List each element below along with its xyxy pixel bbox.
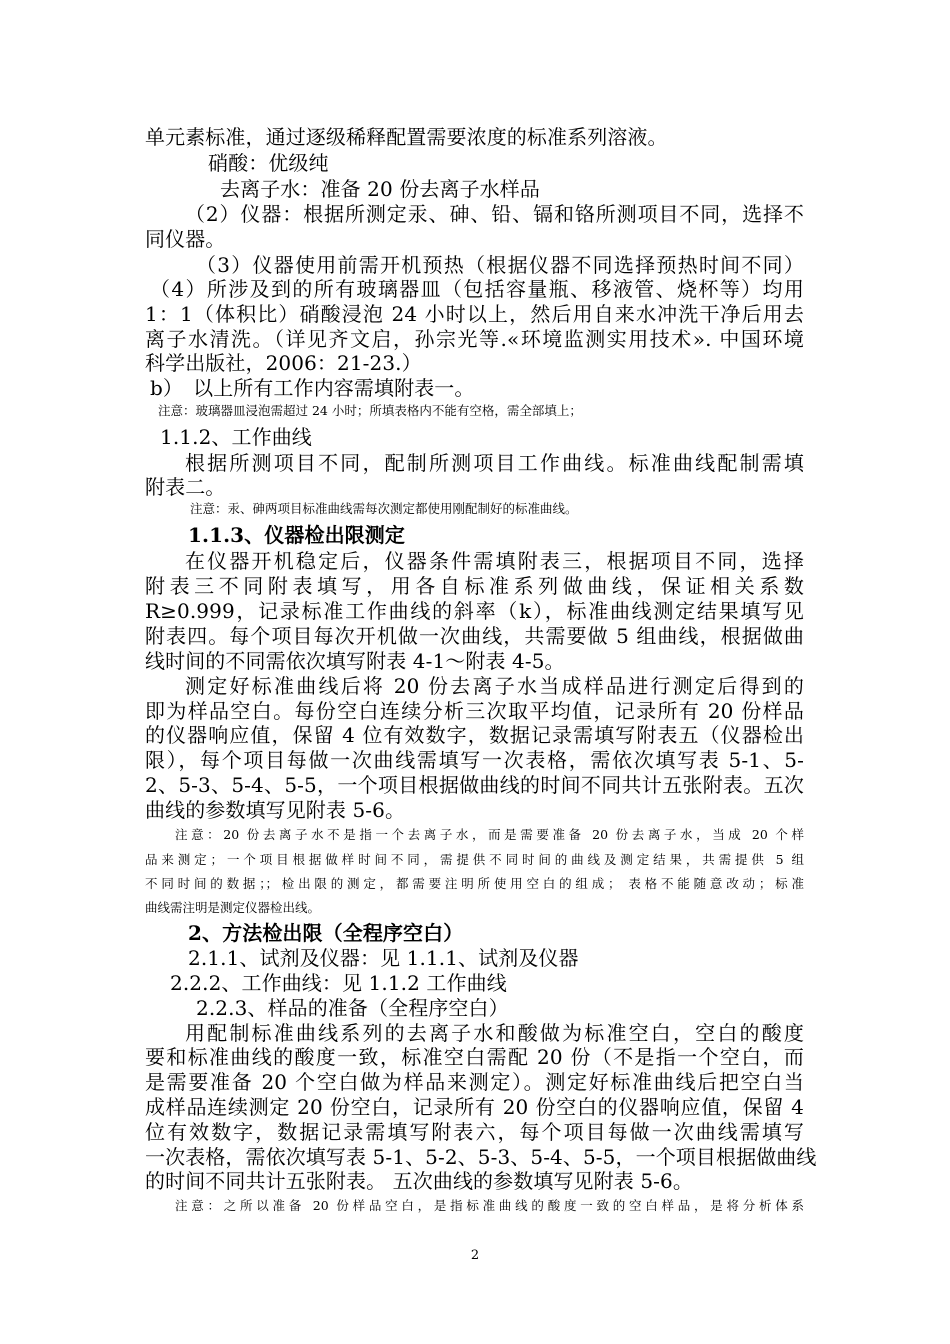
text-line: 即为样品空白。每份空白连续分析三次取平均值，记录所有 20 份样品 bbox=[145, 699, 804, 723]
text-line: 2.2.3、样品的准备（全程序空白） bbox=[196, 996, 509, 1020]
text-line: 位有效数字，数据记录需填写附表六，每个项目每做一次曲线需填写 bbox=[145, 1120, 804, 1144]
text-line: （3）仪器使用前需开机预热（根据仪器不同选择预热时间不同） bbox=[196, 253, 804, 277]
note-text: 注意：玻璃器皿浸泡需超过 24 小时；所填表格内不能有空格，需全部填上； bbox=[158, 403, 582, 418]
note-text: 不同时间的数据；；检出限的测定，都需要注明所使用空白的组成； 表格不能随意改动；标准 bbox=[145, 876, 804, 891]
text-line: （4）所涉及到的所有玻璃器皿（包括容量瓶、移液管、烧杯等）均用 bbox=[150, 277, 804, 301]
text-line: b） 以上所有工作内容需填附表一。 bbox=[150, 376, 475, 400]
text-line: 用配制标准曲线系列的去离子水和酸做为标准空白，空白的酸度 bbox=[185, 1021, 804, 1045]
text-line: R≥0.999，记录标准工作曲线的斜率（k），标准曲线测定结果填写见 bbox=[145, 599, 804, 623]
note-text: 注意：汞、砷两项目标准曲线需每次测定都使用刚配制好的标准曲线。 bbox=[190, 501, 578, 516]
text-line: 硝酸：优级纯 bbox=[208, 151, 329, 175]
text-line: （2）仪器：根据所测定汞、砷、铅、镉和铬所测项目不同，选择不 bbox=[185, 202, 804, 226]
text-line: 的仪器响应值，保留 4 位有效数字，数据记录需填写附表五（仪器检出 bbox=[145, 723, 804, 747]
text-line: 线时间的不同需依次填写附表 4-1～附表 4-5。 bbox=[145, 649, 565, 673]
text-line: 的时间不同共计五张附表。 五次曲线的参数填写见附表 5-6。 bbox=[145, 1169, 693, 1193]
text-line: 一次表格，需依次填写表 5-1、5-2、5-3、5-4、5-5，一个项目根据做曲线 bbox=[145, 1145, 817, 1169]
text-line: 是需要准备 20 个空白做为样品来测定）。测定好标准曲线后把空白当 bbox=[145, 1070, 804, 1094]
text-line: 附表三不同附表填写，用各自标准系列做曲线，保证相关系数 bbox=[145, 574, 804, 598]
text-line: 要和标准曲线的酸度一致，标准空白需配 20 份（不是指一个空白，而 bbox=[145, 1045, 804, 1069]
text-line: 科学出版社，2006：21-23.） bbox=[145, 351, 422, 375]
text-line: 去离子水：准备 20 份去离子水样品 bbox=[220, 177, 540, 201]
text-line: 离子水清洗。（详见齐文启，孙宗光等.«环境监测实用技术». 中国环境 bbox=[145, 327, 804, 351]
note-text: 注意：20 份去离子水不是指一个去离子水，而是需要准备 20 份去离子水，当成 20 个样 bbox=[175, 827, 804, 842]
section-heading: 1.1.3、仪器检出限测定 bbox=[188, 523, 405, 547]
text-line: 附表二。 bbox=[145, 475, 226, 499]
text-line: 单元素标准，通过逐级稀释配置需要浓度的标准系列溶液。 bbox=[145, 125, 668, 149]
section-heading: 1.1.2、工作曲线 bbox=[160, 425, 312, 449]
note-text: 曲线需注明是测定仪器检出线。 bbox=[145, 900, 321, 915]
text-line: 根据所测项目不同，配制所测项目工作曲线。标准曲线配制需填 bbox=[185, 451, 804, 475]
text-line: 成样品连续测定 20 份空白，记录所有 20 份空白的仪器响应值，保留 4 bbox=[145, 1095, 804, 1119]
text-line: 2.2.2、工作曲线：见 1.1.2 工作曲线 bbox=[170, 971, 507, 995]
note-text: 品来测定；一个项目根据做样时间不同，需提供不同时间的曲线及测定结果，共需提供 5 组 bbox=[145, 852, 804, 867]
text-line: 2、5-3、5-4、5-5，一个项目根据做曲线的时间不同共计五张附表。五次 bbox=[145, 773, 804, 797]
text-line: 曲线的参数填写见附表 5-6。 bbox=[145, 798, 406, 822]
text-line: 在仪器开机稳定后，仪器条件需填附表三，根据项目不同，选择 bbox=[185, 549, 804, 573]
text-line: 测定好标准曲线后将 20 份去离子水当成样品进行测定后得到的 bbox=[185, 674, 804, 698]
page-number: 2 bbox=[470, 1248, 480, 1263]
text-line: 限），每个项目每做一次曲线需填写一次表格，需依次填写表 5-1、5- bbox=[145, 748, 804, 772]
text-line: 附表四。每个项目每次开机做一次曲线，共需要做 5 组曲线，根据做曲 bbox=[145, 624, 804, 648]
text-line: 2.1.1、试剂及仪器：见 1.1.1、试剂及仪器 bbox=[188, 946, 579, 970]
note-text: 注意：之所以准备 20 份样品空白，是指标准曲线的酸度一致的空白样品，是将分析体系 bbox=[175, 1198, 804, 1213]
section-heading: 2、方法检出限（全程序空白） bbox=[188, 921, 464, 945]
text-line: 1：1（体积比）硝酸浸泡 24 小时以上，然后用自来水冲洗干净后用去 bbox=[145, 302, 804, 326]
text-line: 同仪器。 bbox=[145, 227, 226, 251]
